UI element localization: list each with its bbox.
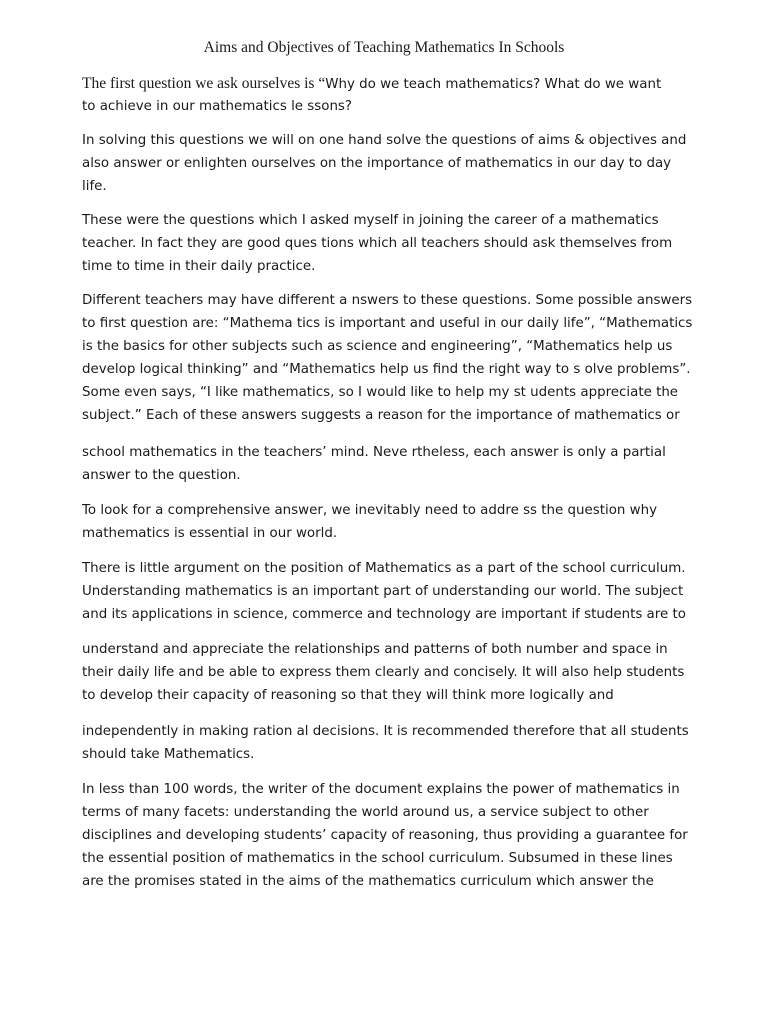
paragraph-line: is the basics for other subjects such as science and engineering”, “Mathematics help us: [82, 339, 673, 354]
paragraph-line: In solving this questions we will on one hand solve the questions of aims & objectives and: [82, 133, 687, 148]
paragraph-line: terms of many facets: understanding the world around us, a service subject to other: [82, 805, 649, 820]
paragraph-1: [82, 72, 694, 118]
paragraph-line: should take Mathematics.: [82, 747, 255, 762]
paragraph-6: [82, 499, 694, 545]
paragraph-line: school mathematics in the teachers’ mind. Neve rtheless, each answer is only a partial: [82, 445, 666, 460]
paragraph-8: [82, 638, 694, 707]
paragraph-line: time to time in their daily practice.: [82, 259, 316, 274]
paragraph-line: disciplines and developing students’ capacity of reasoning, thus providing a guarantee for: [82, 828, 688, 843]
paragraph-line: subject.” Each of these answers suggests a reason for the importance of mathematics or: [82, 408, 680, 423]
paragraph-line: to achieve in our mathematics le ssons?: [82, 99, 353, 114]
paragraph-line: independently in making ration al decisions. It is recommended therefore that all students: [82, 724, 689, 739]
paragraph-line: life.: [82, 179, 107, 194]
paragraph-line: answer to the question.: [82, 468, 241, 483]
paragraph-line: understand and appreciate the relationships and patterns of both number and space in: [82, 642, 668, 657]
paragraph-line: mathematics is essential in our world.: [82, 526, 338, 541]
paragraph-line: Understanding mathematics is an important part of understanding our world. The subject: [82, 584, 684, 599]
paragraph-5: [82, 441, 694, 487]
paragraph-2: [82, 129, 694, 198]
paragraph-3: [82, 209, 694, 278]
paragraph-line: Different teachers may have different a nswers to these questions. Some possible answers: [82, 293, 693, 308]
paragraph-line: the essential position of mathematics in the school curriculum. Subsumed in these lines: [82, 851, 673, 866]
paragraph-line: There is little argument on the position of Mathematics as a part of the school curriculum.: [82, 561, 686, 576]
paragraph-line: to first question are: “Mathema tics is important and useful in our daily life”, “Mathematics: [82, 316, 693, 331]
paragraph-line: to develop their capacity of reasoning so that they will think more logically and: [82, 688, 614, 703]
paragraph-line-text: Why do we teach mathematics? What do we want: [325, 77, 662, 92]
paragraph-line: teacher. In fact they are good ques tions which all teachers should ask themselves from: [82, 236, 673, 251]
paragraph-line: Some even says, “I like mathematics, so I would like to help my st udents appreciate the: [82, 385, 679, 400]
paragraph-line: also answer or enlighten ourselves on the importance of mathematics in our day to day: [82, 156, 672, 171]
paragraph-line: These were the questions which I asked myself in joining the career of a mathematics: [82, 213, 659, 228]
paragraph-9: [82, 720, 694, 766]
paragraph-line: develop logical thinking” and “Mathematics help us find the right way to s olve problems”.: [82, 362, 691, 377]
paragraph-line: their daily life and be able to express them clearly and concisely. It will also help students: [82, 665, 685, 680]
paragraph-4: [82, 289, 694, 427]
paragraph-line: To look for a comprehensive answer, we inevitably need to addre ss the question why: [82, 503, 657, 518]
paragraph-7: [82, 557, 694, 626]
paragraph-line: are the promises stated in the aims of the mathematics curriculum which answer the: [82, 874, 654, 889]
paragraph-line: In less than 100 words, the writer of the document explains the power of mathematics in: [82, 782, 680, 797]
paragraph-10: [82, 778, 694, 893]
paragraph-line: [82, 72, 694, 95]
document-title: Aims and Objectives of Teaching Mathematics In Schools: [203, 39, 565, 56]
paragraph-line: and its applications in science, commerce and technology are important if students are to: [82, 607, 686, 622]
paragraph-line-serif-run: The first question we ask ourselves is “: [82, 75, 326, 92]
